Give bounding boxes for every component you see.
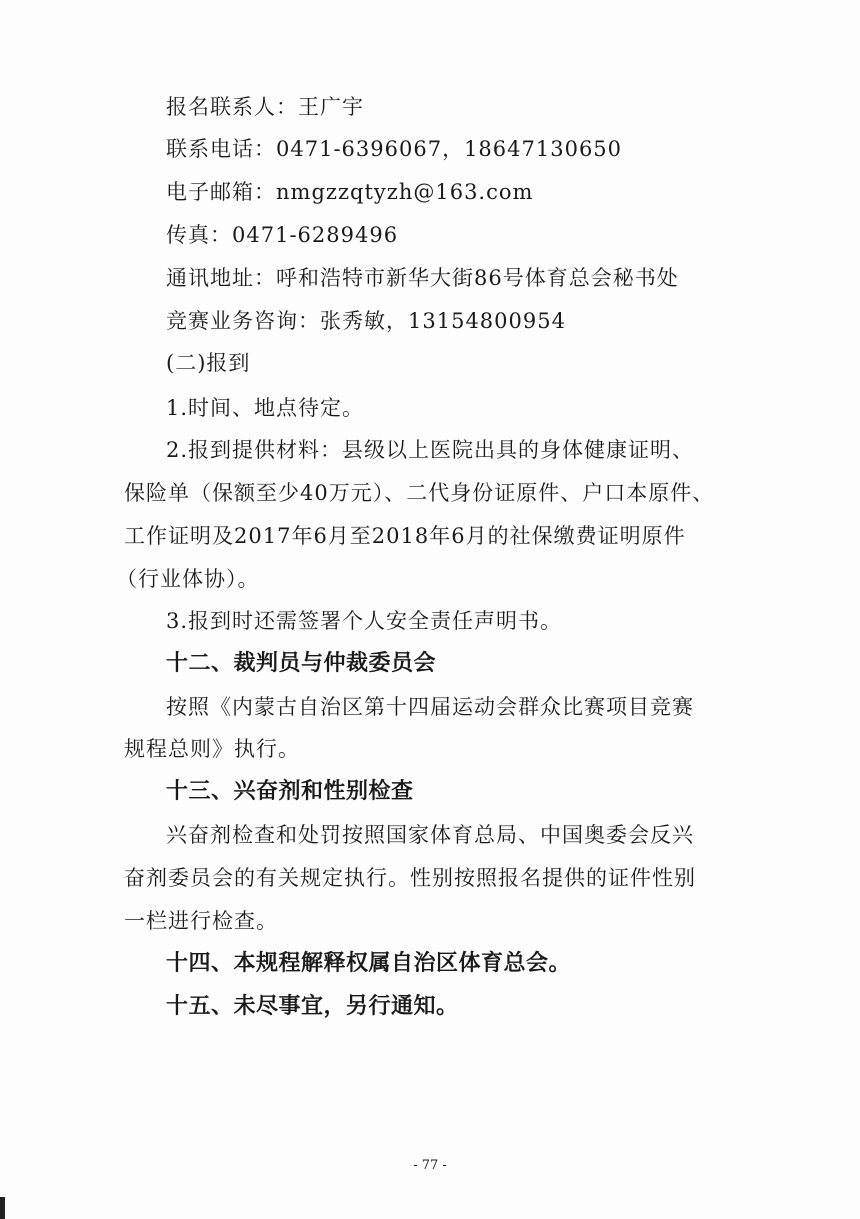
registration-contact-line: 报名联系人：王广宇 [166,95,364,119]
item-safety-declaration: 3.报到时还需签署个人安全责任声明书。 [166,609,563,633]
section-twelve-text-2: 规程总则》执行。 [124,737,300,761]
section-fifteen-heading: 十五、未尽事宜，另行通知。 [166,994,459,1019]
section-thirteen-text-3: 一栏进行检查。 [124,909,278,933]
scan-edge-mark [0,1197,5,1219]
page-number: - 77 - [413,1158,447,1173]
item-materials-line-1: 2.报到提供材料：县级以上医院出具的身体健康证明、 [166,438,695,462]
item-time-location: 1.时间、地点待定。 [166,396,365,420]
fax-line: 传真：0471-6289496 [166,223,399,247]
section-thirteen-text-2: 奋剂委员会的有关规定执行。性别按照报名提供的证件性别 [124,866,696,890]
section-thirteen-heading: 十三、兴奋剂和性别检查 [166,779,414,804]
competition-inquiry-line: 竞赛业务咨询：张秀敏，13154800954 [166,309,566,333]
section-fourteen-heading: 十四、本规程解释权属自治区体育总会。 [166,951,572,976]
item-materials-line-3: 工作证明及2017年6月至2018年6月的社保缴费证明原件 [124,524,686,548]
item-materials-line-4: （行业体协）。 [116,567,260,591]
section-registration-heading: (二)报到 [166,351,251,375]
section-thirteen-text-1: 兴奋剂检查和处罚按照国家体育总局、中国奥委会反兴 [166,823,694,847]
contact-phone-line: 联系电话：0471-6396067，18647130650 [166,137,623,161]
item-materials-line-2: 保险单（保额至少40万元）、二代身份证原件、户口本原件、 [124,481,715,505]
section-twelve-heading: 十二、裁判员与仲裁委员会 [166,651,437,676]
mailing-address-line: 通讯地址：呼和浩特市新华大街86号体育总会秘书处 [166,266,679,290]
section-twelve-text-1: 按照《内蒙古自治区第十四届运动会群众比赛项目竞赛 [166,695,694,719]
email-line: 电子邮箱：nmgzzqtyzh@163.com [166,180,534,204]
